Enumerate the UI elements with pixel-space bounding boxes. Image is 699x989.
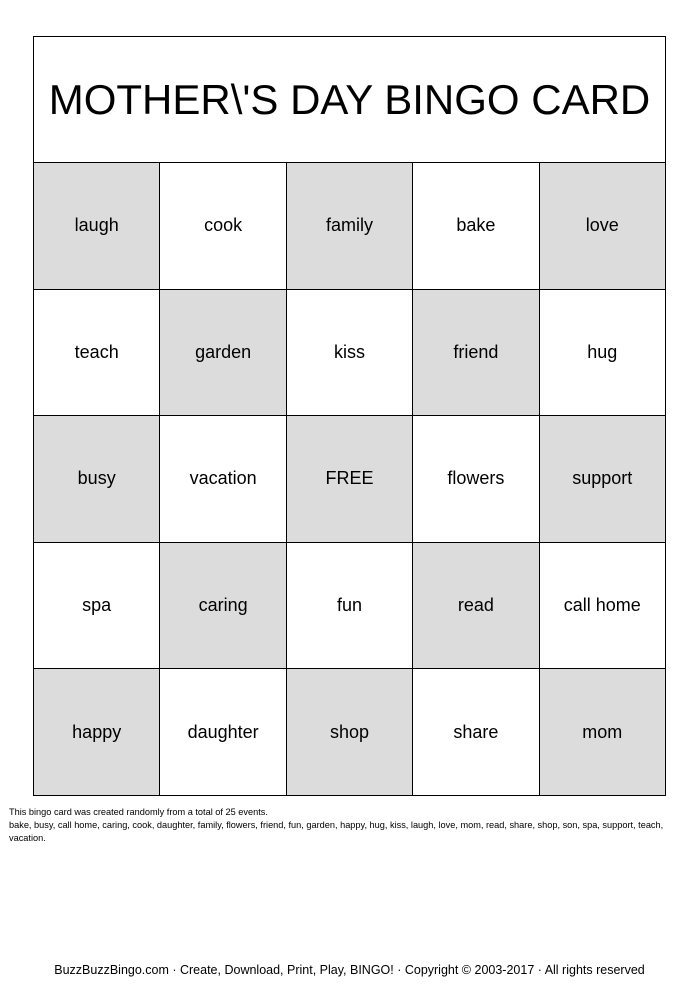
bingo-cell: daughter	[160, 669, 286, 796]
bingo-cell: cook	[160, 163, 286, 290]
card-header	[34, 37, 666, 163]
bingo-cell: teach	[34, 290, 160, 417]
bingo-cell: call home	[540, 543, 666, 670]
bingo-cell: read	[413, 543, 539, 670]
bingo-cell: busy	[34, 416, 160, 543]
footer-text: BuzzBuzzBingo.com · Create, Download, Print, Play, BINGO! · Copyright © 2003-2017 · All rights reserved	[54, 963, 645, 977]
bingo-cell: happy	[34, 669, 160, 796]
note-event-list-end: vacation.	[9, 833, 46, 843]
event-list-note	[9, 806, 689, 845]
bingo-cell: kiss	[287, 290, 413, 417]
bingo-cell: love	[540, 163, 666, 290]
bingo-cell: caring	[160, 543, 286, 670]
bingo-cell: flowers	[413, 416, 539, 543]
bingo-cell: fun	[287, 543, 413, 670]
bingo-cell: family	[287, 163, 413, 290]
note-event-list: bake, busy, call home, caring, cook, daughter, family, flowers, friend, fun, garden, happy, hug, kiss, laugh, love, mom, read, share, shop, son, spa, support, teach,	[9, 820, 664, 830]
bingo-cell: hug	[540, 290, 666, 417]
bingo-cell: spa	[34, 543, 160, 670]
bingo-cell: garden	[160, 290, 286, 417]
note-summary: This bingo card was created randomly from a total of 25 events.	[9, 807, 268, 817]
bingo-grid	[34, 163, 666, 796]
bingo-cell: bake	[413, 163, 539, 290]
bingo-cell: shop	[287, 669, 413, 796]
bingo-cell: friend	[413, 290, 539, 417]
free-space-cell: FREE	[287, 416, 413, 543]
bingo-cell: mom	[540, 669, 666, 796]
card-title: MOTHER\'S DAY BINGO CARD	[48, 75, 651, 123]
bingo-cell: vacation	[160, 416, 286, 543]
bingo-cell: share	[413, 669, 539, 796]
bingo-cell: support	[540, 416, 666, 543]
bingo-card	[33, 36, 666, 796]
bingo-cell: laugh	[34, 163, 160, 290]
